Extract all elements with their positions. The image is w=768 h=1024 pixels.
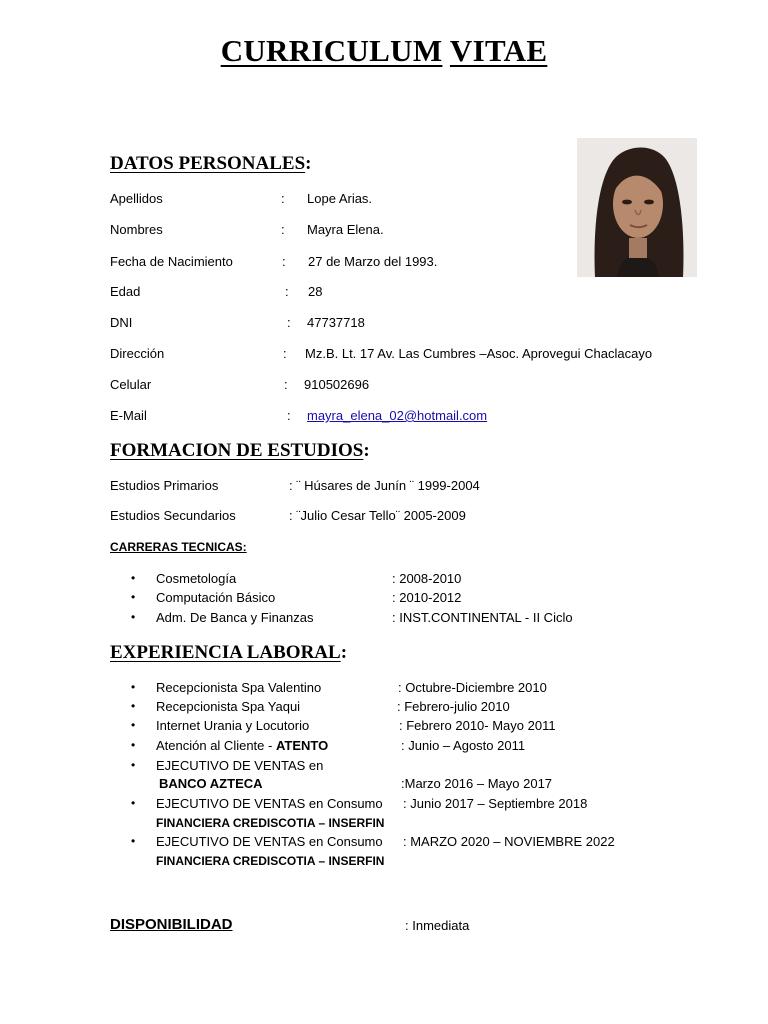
education-heading-colon: : bbox=[363, 440, 370, 461]
availability-label: DISPONIBILIDAD bbox=[110, 916, 233, 933]
value-celular: 910502696 bbox=[304, 377, 370, 392]
job-name bbox=[156, 738, 328, 753]
personal-heading-text: DATOS PERSONALES bbox=[110, 153, 306, 174]
label-dni: DNI bbox=[110, 315, 133, 330]
career-name: Computación Básico bbox=[156, 590, 276, 605]
label-estudios-primarios: Estudios Primarios bbox=[110, 478, 219, 493]
bullet: • bbox=[131, 680, 136, 694]
bullet: • bbox=[131, 738, 136, 752]
label-nombres: Nombres bbox=[110, 222, 163, 237]
personal-heading-colon: : bbox=[305, 153, 312, 174]
bullet: • bbox=[131, 718, 136, 732]
title-word-1: CURRICULUM bbox=[220, 33, 443, 68]
label-email: E-Mail bbox=[110, 408, 147, 423]
section-heading-education bbox=[110, 440, 370, 462]
label-edad: Edad bbox=[110, 284, 141, 299]
colon: : bbox=[281, 222, 285, 237]
value-edad: 28 bbox=[308, 284, 323, 299]
job-name: Recepcionista Spa Yaqui bbox=[156, 699, 301, 714]
email-link[interactable]: mayra_elena_02@hotmail.com bbox=[307, 408, 488, 423]
section-heading-experience bbox=[110, 642, 347, 664]
document-title bbox=[0, 33, 768, 69]
job-name: EJECUTIVO DE VENTAS en Consumo bbox=[156, 796, 383, 811]
job-company-bold: ATENTO bbox=[275, 738, 329, 753]
job-period: : Junio 2017 – Septiembre 2018 bbox=[403, 796, 588, 811]
colon: : bbox=[283, 346, 287, 361]
bullet: • bbox=[131, 758, 136, 772]
bullet: • bbox=[131, 834, 136, 848]
career-value: : 2010-2012 bbox=[392, 590, 462, 605]
bullet: • bbox=[131, 590, 136, 604]
colon: : bbox=[287, 408, 291, 423]
career-value: : 2008-2010 bbox=[392, 571, 462, 586]
value-estudios-secundarios: : ¨Julio Cesar Tello¨ 2005-2009 bbox=[289, 508, 466, 523]
section-heading-personal bbox=[110, 153, 312, 175]
title-word-2: VITAE bbox=[449, 33, 548, 68]
job-period: :Marzo 2016 – Mayo 2017 bbox=[401, 776, 553, 791]
experience-heading-colon: : bbox=[340, 642, 348, 663]
value-apellidos: Lope Arias. bbox=[307, 191, 373, 206]
job-period: : Febrero 2010- Mayo 2011 bbox=[399, 718, 556, 733]
job-company: FINANCIERA CREDISCOTIA – INSERFIN bbox=[156, 854, 385, 868]
job-name-text: Atención al Cliente - bbox=[156, 738, 276, 753]
career-name: Cosmetología bbox=[156, 571, 237, 586]
label-apellidos: Apellidos bbox=[110, 191, 163, 206]
job-name: EJECUTIVO DE VENTAS en Consumo bbox=[156, 834, 383, 849]
value-fecha-nacimiento: 27 de Marzo del 1993. bbox=[308, 254, 438, 269]
colon: : bbox=[281, 191, 285, 206]
value-dni: 47737718 bbox=[307, 315, 365, 330]
career-name: Adm. De Banca y Finanzas bbox=[156, 610, 314, 625]
value-nombres: Mayra Elena. bbox=[307, 222, 384, 237]
label-estudios-secundarios: Estudios Secundarios bbox=[110, 508, 236, 523]
label-celular: Celular bbox=[110, 377, 152, 392]
education-heading-text: FORMACION DE ESTUDIOS bbox=[110, 440, 364, 461]
colon: : bbox=[287, 315, 291, 330]
colon: : bbox=[285, 284, 289, 299]
bullet: • bbox=[131, 796, 136, 810]
colon: : bbox=[282, 254, 286, 269]
bullet: • bbox=[131, 610, 136, 624]
job-period: : MARZO 2020 – NOVIEMBRE 2022 bbox=[403, 834, 615, 849]
job-company: FINANCIERA CREDISCOTIA – INSERFIN bbox=[156, 816, 385, 830]
label-direccion: Dirección bbox=[110, 346, 165, 361]
value-estudios-primarios: : ¨ Húsares de Junín ¨ 1999-2004 bbox=[289, 478, 480, 493]
job-period: : Octubre-Diciembre 2010 bbox=[398, 680, 547, 695]
job-company: BANCO AZTECA bbox=[159, 776, 263, 791]
experience-heading-text: EXPERIENCIA LABORAL bbox=[110, 642, 341, 663]
label-fecha-nacimiento: Fecha de Nacimiento bbox=[110, 254, 233, 269]
value-direccion: Mz.B. Lt. 17 Av. Las Cumbres –Asoc. Aprovegui Chaclacayo bbox=[305, 346, 653, 361]
career-value: : INST.CONTINENTAL - II Ciclo bbox=[392, 610, 573, 625]
profile-photo bbox=[577, 138, 697, 277]
portrait-image bbox=[577, 138, 697, 277]
bullet: • bbox=[131, 571, 136, 585]
colon: : bbox=[284, 377, 288, 392]
availability-value: : Inmediata bbox=[405, 918, 470, 933]
job-name: Internet Urania y Locutorio bbox=[156, 718, 310, 733]
sub-heading-carreras: CARRERAS TECNICAS: bbox=[110, 540, 247, 554]
job-name: EJECUTIVO DE VENTAS en bbox=[156, 758, 324, 773]
job-period: : Junio – Agosto 2011 bbox=[401, 738, 526, 753]
job-name: Recepcionista Spa Valentino bbox=[156, 680, 322, 695]
bullet: • bbox=[131, 699, 136, 713]
job-period: : Febrero-julio 2010 bbox=[397, 699, 510, 714]
